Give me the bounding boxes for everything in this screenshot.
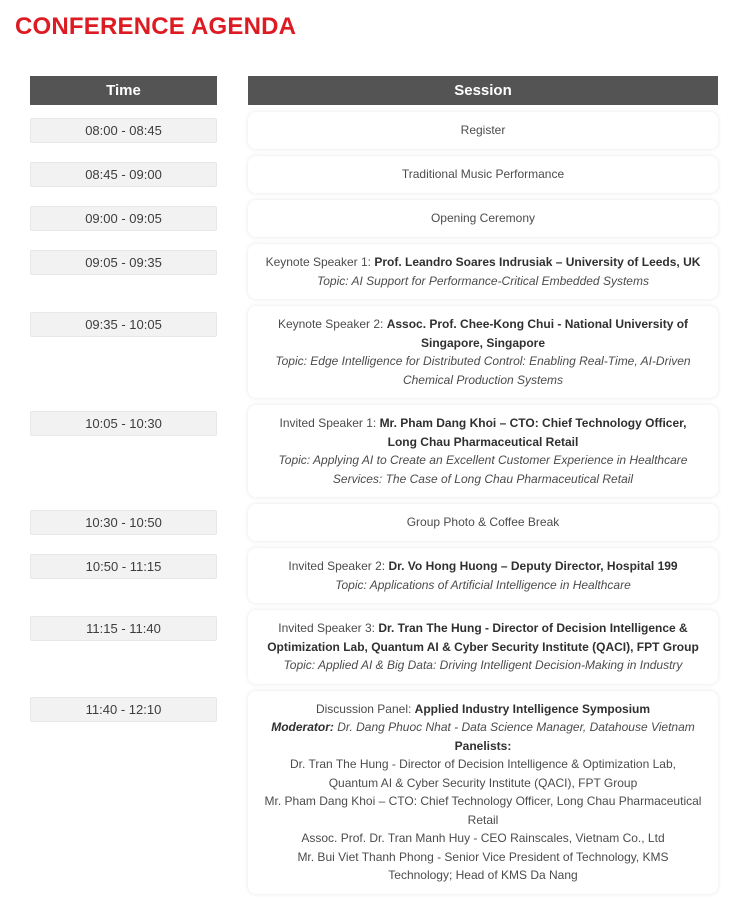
session-text-segment: Mr. Pham Dang Khoi – CTO: Chief Technology Officer, Long Chau Pharmaceutical Retail (379, 416, 687, 449)
agenda-row (30, 548, 718, 603)
time-column-header: Time (30, 76, 217, 105)
page-title: CONFERENCE AGENDA (15, 13, 297, 40)
time-cell: 11:40 - 12:10 (30, 697, 217, 722)
session-text-segment: Dr. Tran The Hung - Director of Decision Intelligence & Optimization Lab, Quantum AI & Cyber Security Institute (QACI), FPT Group (290, 757, 676, 790)
session-cell (248, 306, 718, 398)
agenda-row (30, 112, 718, 149)
time-cell: 10:30 - 10:50 (30, 510, 217, 535)
time-cell: 10:05 - 10:30 (30, 411, 217, 436)
session-line (264, 737, 702, 756)
session-line (264, 619, 702, 656)
session-cell (248, 244, 718, 299)
agenda-row (30, 306, 718, 398)
session-text-segment: Discussion Panel: (315, 701, 415, 716)
session-text-segment: Panelists: (454, 738, 512, 753)
agenda-row (30, 610, 718, 684)
session-line (264, 253, 702, 272)
session-text-segment: Dr. Dang Phuoc Nhat - Data Science Manager, Datahouse Vietnam (333, 720, 695, 734)
session-line (264, 352, 702, 389)
time-cell: 09:05 - 09:35 (30, 250, 217, 275)
session-cell (248, 112, 718, 149)
agenda-row (30, 691, 718, 894)
session-cell (248, 610, 718, 684)
session-text-segment: Topic: Edge Intelligence for Distributed Control: Enabling Real-Time, AI-Driven Chemical Production Systems (275, 354, 691, 387)
session-text-segment: Dr. Tran The Hung - Director of Decision Intelligence & Optimization Lab, Quantum AI & Cyber Security Institute (QACI), FPT Group (267, 621, 699, 654)
agenda-row (30, 405, 718, 497)
session-cell (248, 504, 718, 541)
time-cell: 08:00 - 08:45 (30, 118, 217, 143)
time-cell: 08:45 - 09:00 (30, 162, 217, 187)
session-text-segment: Assoc. Prof. Dr. Tran Manh Huy - CEO Rainscales, Vietnam Co., Ltd (301, 831, 665, 845)
session-line (264, 414, 702, 451)
session-text-segment: Invited Speaker 2: (288, 559, 389, 573)
session-text-segment: Applied Industry Intelligence Symposium (414, 701, 651, 716)
session-line (264, 792, 702, 829)
session-line (264, 451, 702, 488)
session-line (264, 513, 702, 532)
session-text-segment: Keynote Speaker 2: (277, 317, 387, 331)
agenda-row (30, 156, 718, 193)
session-text-segment: Traditional Music Performance (401, 167, 565, 182)
session-cell (248, 156, 718, 193)
agenda-row (30, 200, 718, 237)
session-line (264, 718, 702, 737)
session-text-segment: Prof. Leandro Soares Indrusiak – University of Leeds, UK (374, 255, 701, 269)
time-cell: 09:00 - 09:05 (30, 206, 217, 231)
session-text-segment: Opening Ceremony (430, 211, 536, 226)
session-text-segment: Topic: Applications of Artificial Intelligence in Healthcare (335, 577, 631, 592)
agenda-rows (30, 112, 718, 894)
session-cell (248, 691, 718, 894)
session-text-segment: Register (460, 123, 506, 138)
session-cell (248, 200, 718, 237)
session-text-segment: Group Photo & Coffee Break (406, 515, 560, 530)
session-line (264, 829, 702, 848)
session-cell (248, 548, 718, 603)
session-line (264, 165, 702, 184)
session-line (264, 557, 702, 576)
session-line (264, 315, 702, 352)
session-text-segment: Assoc. Prof. Chee-Kong Chui - National University of Singapore, Singapore (386, 317, 689, 350)
session-line (264, 121, 702, 140)
time-cell: 09:35 - 10:05 (30, 312, 217, 337)
session-text-segment: Keynote Speaker 1: (265, 255, 375, 269)
agenda-row (30, 504, 718, 541)
session-text-segment: Moderator: (271, 720, 334, 734)
session-column-header: Session (248, 76, 718, 105)
agenda-row (30, 244, 718, 299)
time-cell: 11:15 - 11:40 (30, 616, 217, 641)
table-header-row (30, 76, 718, 105)
session-line (264, 848, 702, 885)
session-text-segment: Topic: Applying AI to Create an Excellent Customer Experience in Healthcare Services: The Case of Long Chau Pharmaceutical Retail (278, 453, 688, 486)
time-cell: 10:50 - 11:15 (30, 554, 217, 579)
session-text-segment: Topic: Applied AI & Big Data: Driving Intelligent Decision-Making in Industry (283, 658, 683, 672)
session-line (264, 700, 702, 719)
session-line (264, 755, 702, 792)
session-text-segment: Mr. Pham Dang Khoi – CTO: Chief Technology Officer, Long Chau Pharmaceutical Retail (264, 794, 702, 827)
session-text-segment: Dr. Vo Hong Huong – Deputy Director, Hospital 199 (388, 559, 678, 573)
session-text-segment: Invited Speaker 1: (279, 416, 380, 430)
session-line (264, 272, 702, 291)
session-line (264, 576, 702, 595)
agenda-table (30, 76, 718, 894)
session-text-segment: Topic: AI Support for Performance-Critical Embedded Systems (317, 273, 649, 288)
session-line (264, 209, 702, 228)
session-cell (248, 405, 718, 497)
session-text-segment: Invited Speaker 3: (278, 621, 379, 635)
session-line (264, 656, 702, 675)
session-text-segment: Mr. Bui Viet Thanh Phong - Senior Vice President of Technology, KMS Technology; Head of KMS Da Nang (297, 849, 669, 882)
